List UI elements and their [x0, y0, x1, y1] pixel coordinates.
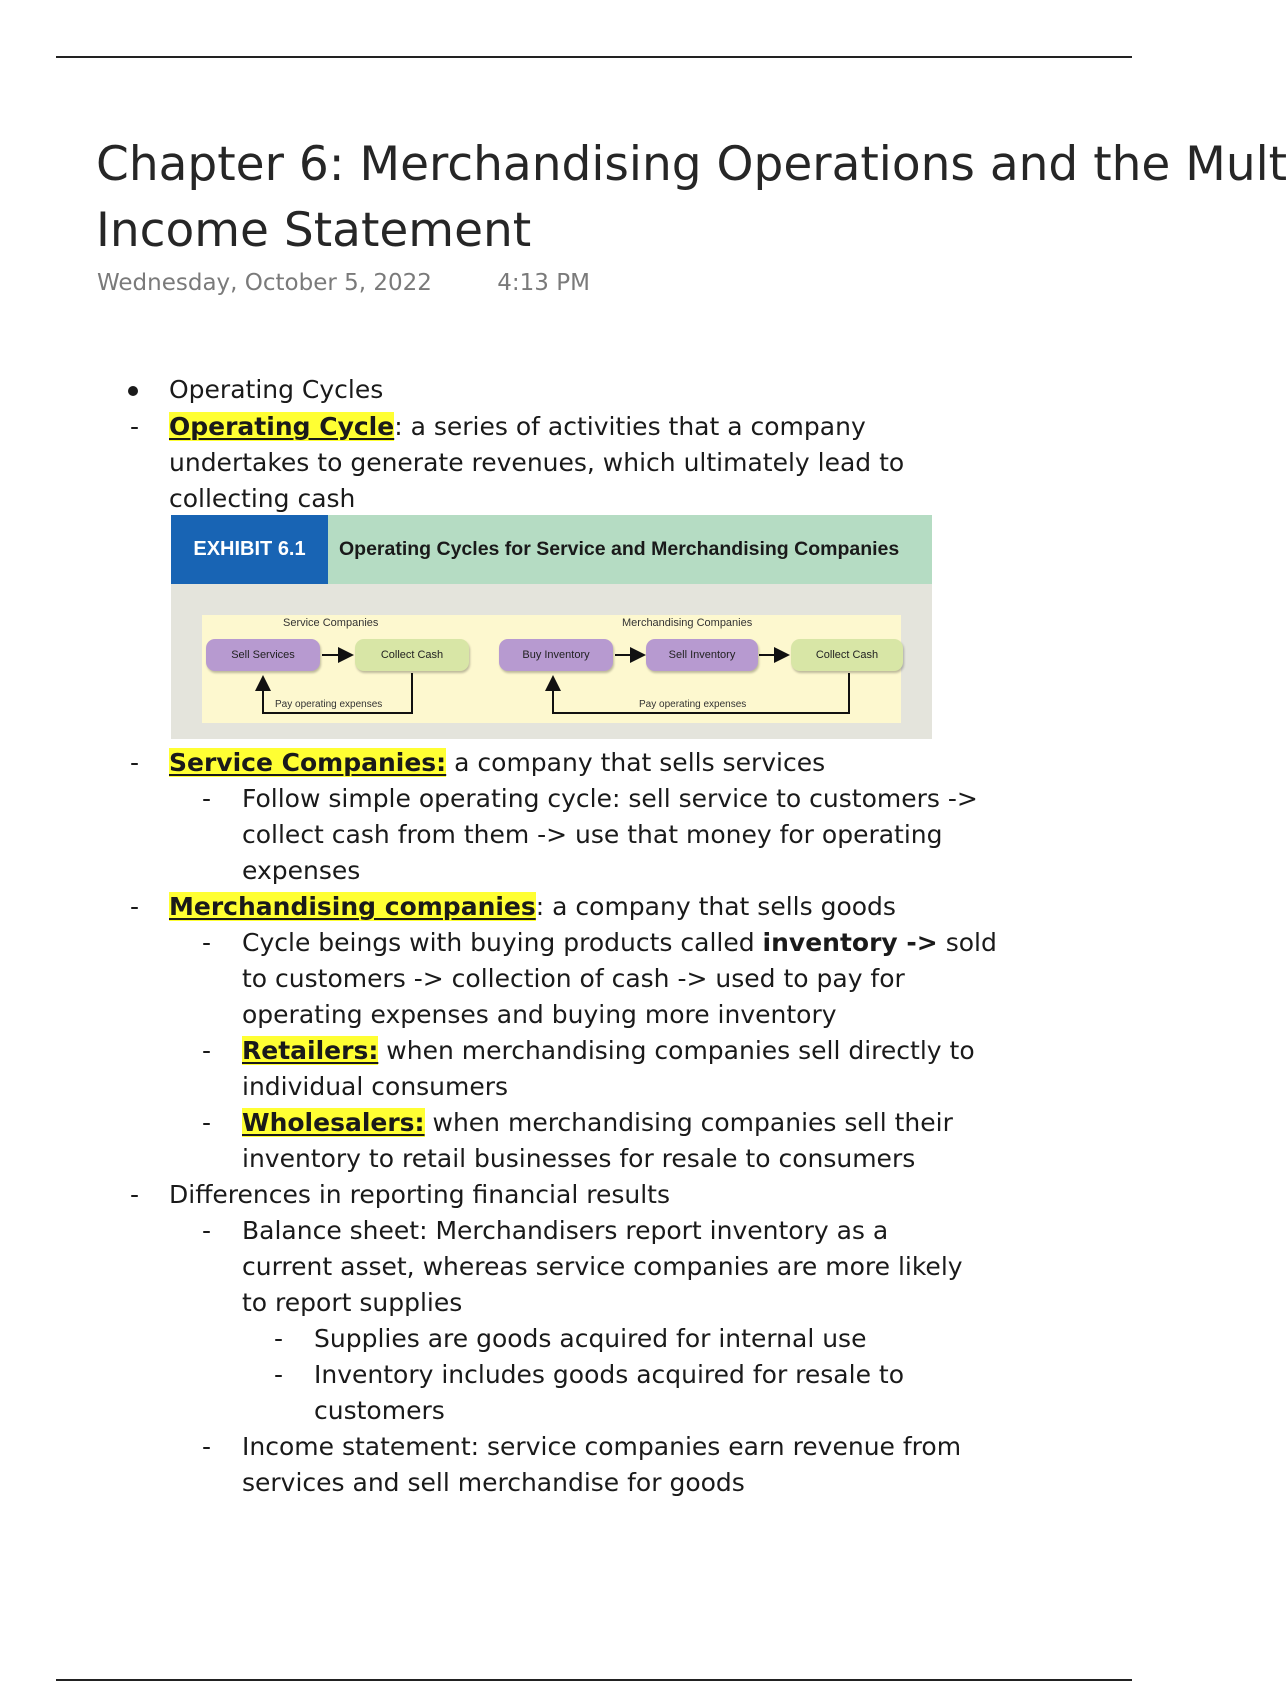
wholesalers-def-1: when merchandising companies sell their	[424, 1108, 953, 1137]
dash-marker: -	[202, 784, 212, 813]
exhibit-title: Operating Cycles for Service and Merchandising Companies	[339, 538, 900, 560]
sell-inventory-box: Sell Inventory	[646, 639, 758, 671]
dash-marker: -	[130, 1180, 140, 1209]
service-sub-line-2: collect cash from them -> use that money for operating	[242, 820, 943, 849]
balance-sheet-line-3: to report supplies	[242, 1288, 463, 1317]
page-title-line-1: Chapter 6: Merchandising Operations and the Mult	[96, 137, 1287, 192]
supplies-line: Supplies are goods acquired for internal use	[314, 1324, 867, 1353]
service-sub-line-1: Follow simple operating cycle: sell service to customers ->	[242, 784, 978, 813]
dash-marker: -	[130, 892, 140, 921]
merchandising-companies-term: Merchandising companies	[169, 892, 536, 921]
merchandising-companies-def: : a company that sells goods	[535, 892, 896, 921]
collect-cash-box-2: Collect Cash	[791, 639, 903, 671]
differences-heading: Differences in reporting financial results	[169, 1180, 670, 1209]
dash-marker: -	[130, 412, 140, 441]
merchandising-companies-label: Merchandising Companies	[622, 617, 753, 629]
exhibit-header	[171, 515, 932, 584]
dash-marker: -	[202, 1216, 212, 1245]
sell-services-box: Sell Services	[206, 639, 320, 671]
retailers-term: Retailers:	[242, 1036, 379, 1065]
bottom-rule	[56, 1679, 1132, 1681]
operating-cycle-line-2: undertakes to generate revenues, which ultimately lead to	[169, 448, 905, 477]
pay-expenses-label-1: Pay operating expenses	[275, 699, 383, 710]
service-companies-def: a company that sells services	[446, 748, 826, 777]
retailers-line-2: individual consumers	[242, 1072, 509, 1101]
wholesalers-line-2: inventory to retail businesses for resale to consumers	[242, 1144, 916, 1173]
exhibit-diagram-panel	[202, 615, 901, 723]
buy-inventory-box: Buy Inventory	[499, 639, 613, 671]
operating-cycle-def-1: : a series of activities that a company	[394, 412, 866, 441]
page-time: 4:13 PM	[497, 270, 590, 296]
merch-cycle-line-3: operating expenses and buying more inventory	[242, 1000, 837, 1029]
retailers-line-1	[242, 1033, 975, 1069]
merch-cycle-line-1	[242, 925, 997, 961]
exhibit-figure	[171, 515, 932, 739]
operating-cycle-line-1	[169, 409, 866, 445]
merchandising-companies-line	[169, 889, 896, 925]
operating-cycle-line-3: collecting cash	[169, 484, 356, 513]
balance-sheet-line-1: Balance sheet: Merchandisers report inventory as a	[242, 1216, 889, 1245]
collect-cash-box: Collect Cash	[355, 639, 469, 671]
retailers-def-1: when merchandising companies sell directly to	[378, 1036, 975, 1065]
dash-marker: -	[202, 1108, 212, 1137]
pay-expenses-label-2: Pay operating expenses	[639, 699, 747, 710]
service-companies-term: Service Companies:	[169, 748, 447, 777]
bullet-dot-icon	[128, 386, 138, 396]
inventory-line-1: Inventory includes goods acquired for resale to	[314, 1360, 905, 1389]
merch-cycle-text-bold: inventory ->	[762, 928, 938, 957]
income-statement-line-2: services and sell merchandise for goods	[242, 1468, 745, 1497]
dash-marker: -	[202, 1036, 212, 1065]
service-companies-line	[169, 745, 825, 781]
merch-cycle-line-2: to customers -> collection of cash -> used to pay for	[242, 964, 905, 993]
operating-cycle-term: Operating Cycle	[169, 412, 395, 441]
operating-cycles-heading: Operating Cycles	[169, 375, 384, 404]
dash-marker: -	[274, 1324, 284, 1353]
dash-marker: -	[202, 928, 212, 957]
dash-marker: -	[274, 1360, 284, 1389]
exhibit-label: EXHIBIT 6.1	[171, 515, 328, 584]
service-sub-line-3: expenses	[242, 856, 361, 885]
page-title-line-2: Income Statement	[96, 203, 532, 258]
merch-cycle-text-c: sold	[937, 928, 997, 957]
wholesalers-line-1	[242, 1105, 953, 1141]
dash-marker: -	[130, 748, 140, 777]
merch-cycle-text-a: Cycle beings with buying products called	[242, 928, 763, 957]
wholesalers-term: Wholesalers:	[242, 1108, 425, 1137]
balance-sheet-line-2: current asset, whereas service companies are more likely	[242, 1252, 963, 1281]
income-statement-line-1: Income statement: service companies earn revenue from	[242, 1432, 962, 1461]
dash-marker: -	[202, 1432, 212, 1461]
page-date: Wednesday, October 5, 2022	[97, 270, 432, 296]
service-companies-label: Service Companies	[283, 617, 379, 629]
inventory-line-2: customers	[314, 1396, 445, 1425]
